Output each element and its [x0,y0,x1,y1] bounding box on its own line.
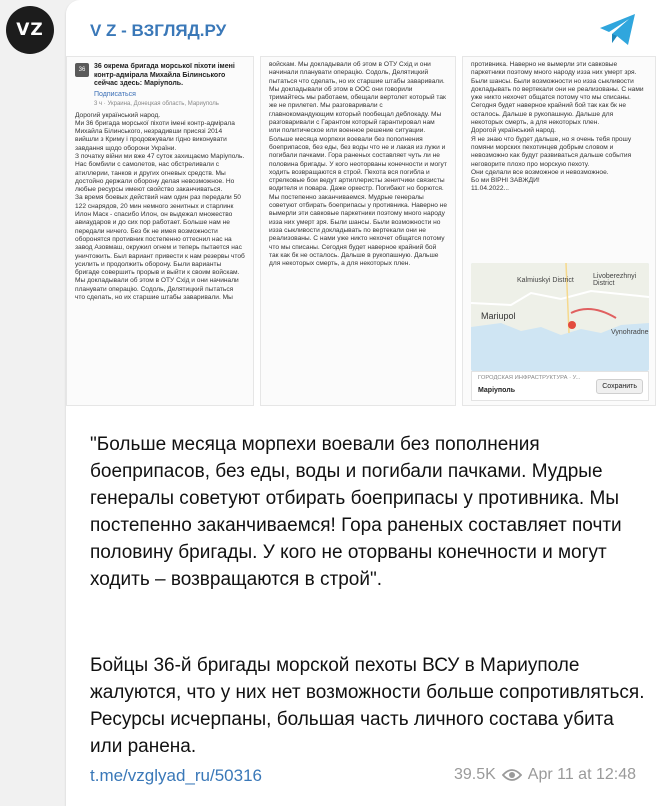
fb-post-header [67,57,253,91]
post-body: Бойцы 36-й бригады морской пехоты ВСУ в Мариуполе жалуются, что у них нет возможности больше сопротивляться. Ресурсы исчерпаны, большая часть личного состава убита или ранена. [90,655,645,757]
channel-name[interactable]: V Z - ВЗГЛЯД.РУ [90,21,227,40]
map-label-district1: Kalmiuskyi District [517,277,574,284]
view-count: 39.5K [453,766,496,783]
telegram-icon[interactable] [598,12,638,48]
post-image-2[interactable] [260,56,456,406]
fb-location: 3 ч · Украина, Донецкая область, Мариуполь [94,100,219,107]
post-date: Apr 11 at 12:48 [527,766,636,783]
fb-subscribe-link: Подписаться [94,90,136,98]
map-label-district3: Vynohradne [611,329,649,336]
post-meta [454,766,636,784]
fb-post-text-ending: противника. Наверно не вымерли эти савковые паркетники поэтому много народу изза них умерт зря. Были шансы. Были возможности но изза сыкливости докладывать по вертекали они не реализованы. С нами уже никто нехочет общатся потому что мы списаны. Сегодня будет наверное крайний бой так как бк не осталось. Дальше в рукопашную. Дальше для некоторых смерть, а для некоторых плен. Дорогой український народ. Я не знаю что будет дальше, но я очень тебя прошу помяни морских пехотинцев добрым словом и невозможно как будут развиваться дальше события неговорите плохо про морскую пехоту. Они сделали все возможное и невозможное. Бо ми ВІРНІ ЗАВЖДИ! 11.04.2022... [471,61,644,193]
map-pin-icon [568,321,576,329]
fb-page-title: 36 окрема бригада морської піхоти імені контр-адмірала Михайла Білинського сейчас здесь: Маріуполь. [94,63,235,87]
fb-post-text-continued: войскам. Мы докладывали об этом в ОТУ Схід и они начинали планувати операцію. Содоль, Делятицкий пытаться что сделать, но их старшие штабы заваривали. Мы докладывали об этом в ООС они говорили тримайтесь мы работаем, обещали вертолет который так же не прилетел. Мы разговаривали с главнокомандующим который пообещал деблокаду. Мы разговаривали с Гарантом который гарантировал нам или политическое или военное решение ситуации. Больше месяца морпехи воевали без пополнения боеприпасов, без еды, без воды что не и лакая из лужи и погибали пачками. Гора раненых составляет чуть ли не половина бригады. У кого неоторваны конечности и могут ходить возвращаются в строй. Пехота вся погибла и стрелковые бои ведут артиллеристы зенитчики связисты водителя и повара. Даже оркестр. Погибают но борются. Мы постепенно заканчиваемся. Мудрые генералы советуют отбирать боеприпасы у противника. Наверно не вымерли эти савковые паркетники поэтому много народу изза них умерт зря. Были шансы. Были возможности но изза сыкливости докладывать по вертекали они не реализованы. С нами уже никто нехочет общатся потому что мы списаны. Сегодня будет наверное крайний бой так как бк не осталось. Дальше в рукопашную. Дальше для некоторых смерть, а для некоторых плен. [269,61,447,268]
post-image-1[interactable] [66,56,254,406]
map-save-button: Сохранить [596,379,643,394]
map-footer-title: ГОРОДСКАЯ ИНФРАСТРУКТУРА · У... [478,375,581,381]
map-label-city: Mariupol [481,311,516,321]
map-footer [471,371,649,401]
map-footer-city: Маріуполь [478,387,516,394]
channel-avatar[interactable] [6,6,54,54]
brigade-badge: 36 [75,63,89,77]
eye-icon [502,768,522,782]
post-link[interactable]: t.me/vzglyad_ru/50316 [90,766,262,785]
avatar-text: VZ [16,20,44,40]
map-label-district2: Livoberezhnyi District [593,273,637,287]
fb-post-text: Дорогий український народ. Ми 36 бригада морської піхоти імені контр-адмірала Михайла Білинського, незрадивши присязі 2014 вийшли з Криму і продовжували гідно виконувати завдання щодо оборони України. З початку війни ми вже 47 суток захищаємо Маріуполь. Нас бомбили с самолетов, нас обстреливали с атиллерии, танков и других огневых средств. Мы достойно держали оборону делая невозможное. Но любые ресурсы имеют свойство заканчиваться. За время боевых действий нам один раз передали 50 122 снарядов, 20 мин немного зенитных и старлинк Илон Маск - спасибо Илон, он выдежал множество авиаударов и до сих пор работает. Больше нам не передали ничего. Без бк не имея возможности оборонятся противник постепенно оттеснил нас на завод Азовмаш, окружил огнем и теперь пытается нас уничтожить. Был вариант привести к нам резервы чтоб усилить и продолжить оборону. Были варианты бригаде совершить прорыв и выйти к своим войскам. Мы докладывали об этом в ОТУ Схід и они начинали планувати операцію. Содоль, Делятицкий пытаться что сделать, но их старшие штабы заваривали. Мы [75,111,245,302]
post-image-3[interactable] [462,56,656,406]
map-preview [471,263,649,371]
post-quote: "Больше месяца морпехи воевали без пополнения боеприпасов, без еды, воды и погибали пачками. Мудрые генералы советуют отбирать боеприпасы у противника. Мы постепенно заканчиваемся! Гора раненых составляет почти половину бригады. У кого не оторваны конечности и могут ходить – возвращаются в строй". [90,434,622,590]
